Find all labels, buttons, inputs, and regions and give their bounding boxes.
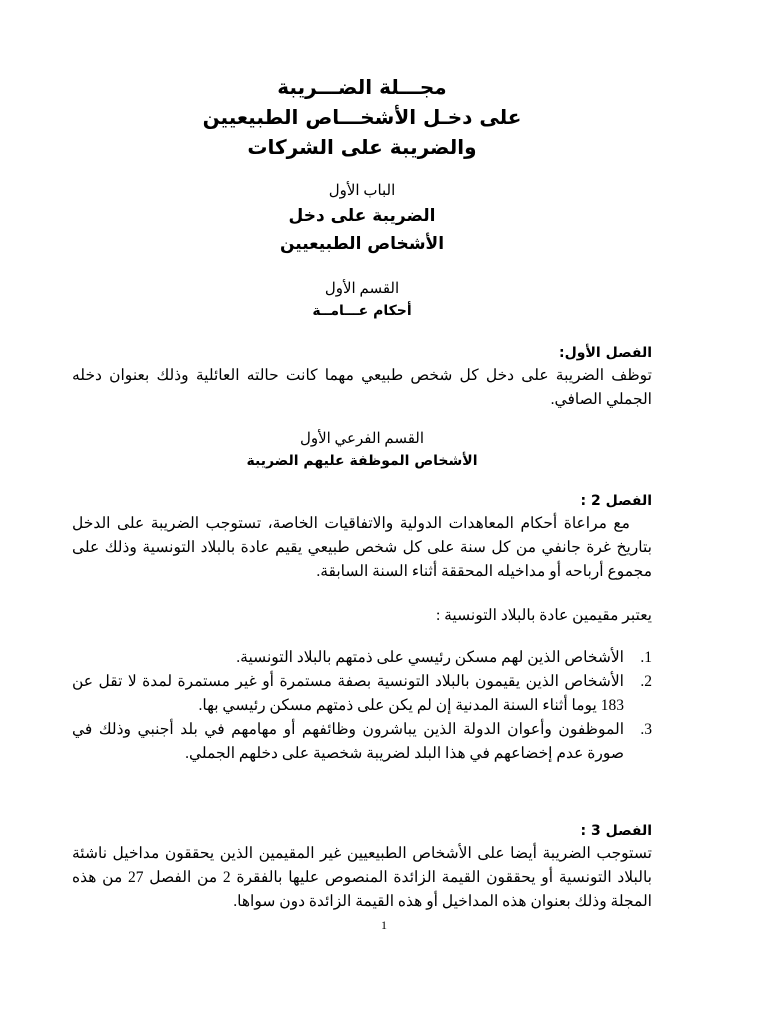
article-1-text: توظف الضريبة على دخل كل شخص طبيعي مهما كانت حالته العائلية وذلك بعنوان دخله الجملي الصافي. (72, 367, 652, 408)
residents-intro (72, 604, 652, 628)
title-line-3: والضريبة على الشركات (247, 135, 477, 159)
section-title: أحكام عـــامــة (312, 303, 412, 319)
title-line-1: مجـــلة الضـــريبة (277, 75, 447, 99)
list-item (72, 646, 652, 670)
section-label: القسم الأول (324, 281, 400, 297)
page-number: 1 (381, 918, 387, 932)
article-3-text: تستوجب الضريبة أيضا على الأشخاص الطبيعيين غير المقيمين الذين يحققون مداخيل ناشئة بالبلاد التونسية أو يحققون القيمة الزائدة المنصوص عليها بالفقرة 2 من الفصل 27 من هذه المجلة وذلك بعنوان هذه المداخيل أو هذه القيمة الزائدة دون سواها. (72, 845, 652, 910)
residents-intro-text: يعتبر مقيمين عادة بالبلاد التونسية : (435, 607, 652, 624)
list-item (72, 670, 652, 718)
subsection-heading (72, 428, 652, 472)
article-2-body: مع مراعاة أحكام المعاهدات الدولية والاتفاقيات الخاصة، تستوجب الضريبة على الدخل بتاريخ غرة جانفي من كل سنة على كل شخص طبيعي يقيم عادة بالبلاد التونسية وذلك على مجموع أرباحه أو مداخيله المحققة أثناء السنة السابقة. (72, 515, 652, 580)
list-item-number: 1. (640, 649, 652, 666)
article-3 (72, 820, 652, 914)
subsection-title: الأشخاص الموظفة عليهم الضريبة (246, 453, 478, 469)
article-2-text (72, 512, 652, 584)
list-item-number: 2. (640, 673, 652, 690)
document-title (72, 72, 652, 162)
list-item-text: الأشخاص الذين لهم مسكن رئيسي على ذمتهم بالبلاد التونسية. (236, 649, 624, 666)
book-heading (72, 180, 652, 258)
title-line-2: على دخـل الأشخـــاص الطبيعيين (202, 105, 522, 129)
residents-list (72, 646, 652, 766)
article-3-heading: الفصل 3 : (580, 823, 652, 839)
book-title-line-2: الأشخاص الطبيعيين (279, 234, 445, 254)
book-title-line-1: الضريبة على دخل (288, 206, 436, 226)
list-item (72, 718, 652, 766)
article-1 (72, 342, 652, 412)
article-1-heading: الفصل الأول: (559, 345, 652, 361)
section-heading (72, 278, 652, 322)
book-label: الباب الأول (328, 183, 396, 199)
article-2 (72, 490, 652, 584)
subsection-label: القسم الفرعي الأول (299, 431, 425, 447)
article-2-heading: الفصل 2 : (580, 493, 652, 509)
list-item-text: الأشخاص الذين يقيمون بالبلاد التونسية بصفة مستمرة أو غير مستمرة لمدة لا تقل عن 183 يوما أثناء السنة المدنية إن لم يكن على ذمتهم مسكن رئيسي بها. (72, 673, 624, 714)
list-item-number: 3. (640, 721, 652, 738)
list-item-text: الموظفون وأعوان الدولة الذين يباشرون وظائفهم أو مهامهم في بلد أجنبي وذلك في صورة عدم إخضاعهم في هذا البلد لضريبة شخصية على دخلهم الجملي. (72, 721, 624, 762)
